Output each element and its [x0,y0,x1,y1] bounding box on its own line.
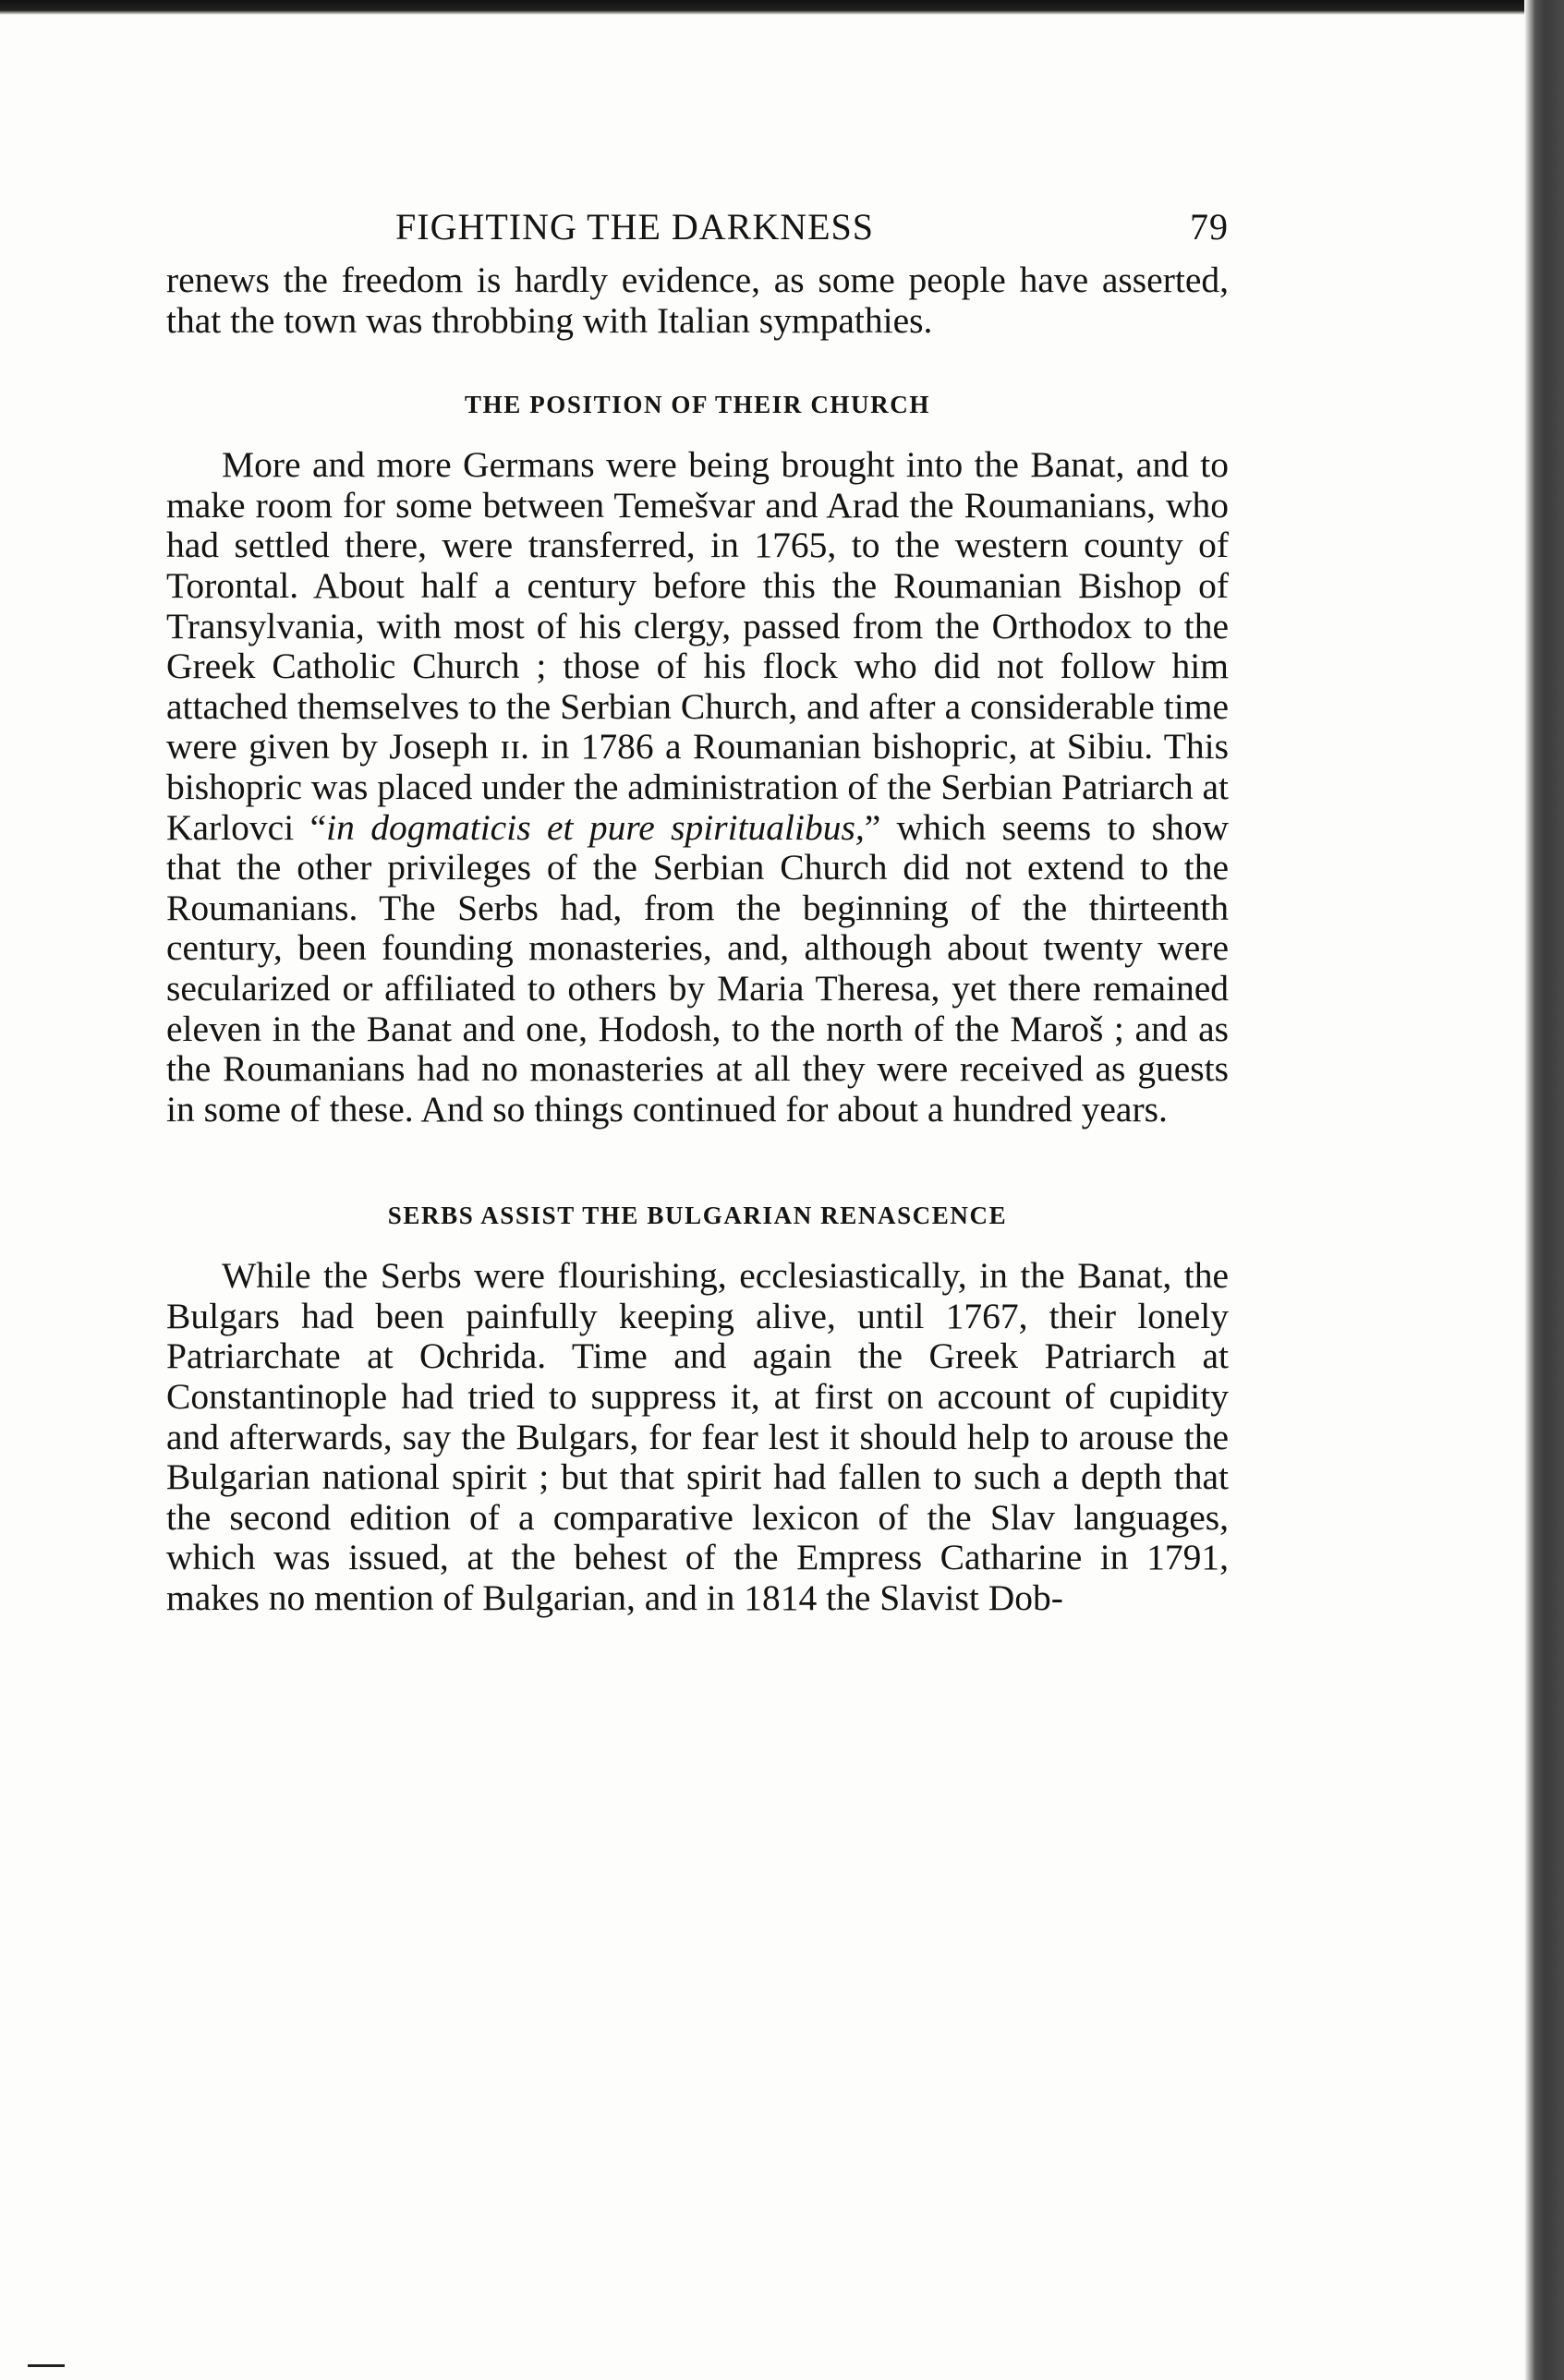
running-head [166,194,1229,249]
scan-top-edge [0,0,1524,15]
paragraph-continued: renews the freedom is hardly evidence, as some people have asserted, that the town was throbbing with Italian sympathies. [166,260,1229,341]
section-heading-bulgarian: SERBS ASSIST THE BULGARIAN RENASCENCE [387,1202,1008,1230]
church-text-part-1: More and more Germans were being brought into the Banat, and to make room for some between Temešvar and Arad the Roumanians, who had settled there, were transferred, in 1765, to the western county of Torontal. About half a century before this the Roumanian Bishop of Transylvania, with most of his clergy, passed from the Orthodox to the Greek Catholic Church ; those of his flock who did not follow him attached themselves to the Serbian Church, and after a considerable time were given by Joseph ɪɪ. in 1786 a Roumanian bishopric, at Sibiu. This bishopric was placed under the administration of the Serbian Patriarch at Karlovci “ [166,444,1229,848]
running-head-title: FIGHTING THE DARKNESS [395,206,875,248]
scan-bottom-mark [28,2364,65,2367]
book-page [166,194,1229,1619]
paragraph-church [166,445,1229,1130]
church-text-part-2: ” which seems to show that the other privileges of the Serbian Church did not extend to the Roumanians. The Serbs had, from the beginning of the thirteenth century, been founding monasteries, and, although about twenty were secularized or affiliated to others by Maria Theresa, yet there remained eleven in the Banat and one, Hodosh, to the north of the Maroš ; and as the Roumanians had no monasteries at all they were received as guests in some of these. And so things continued for about a hundred years. [166,806,1229,1130]
paragraph-bulgarian: While the Serbs were flourishing, ecclesiastically, in the Banat, the Bulgars had been painfully keeping alive, until 1767, their lonely Patriarchate at Ochrida. Time and again the Greek Patriarch at Constantinople had tried to suppress it, at first on account of cupidity and afterwards, say the Bulgars, for fear lest it should help to arouse the Bulgarian national spirit ; but that spirit had fallen to such a depth that the second edition of a comparative lexicon of the Slav languages, which was issued, at the behest of the Empress Catharine in 1791, makes no mention of Bulgarian, and in 1814 the Slavist Dob- [166,1255,1229,1619]
section-heading-church: THE POSITION OF THEIR CHURCH [465,391,930,419]
scan-right-edge [1524,0,1564,2380]
page-number: 79 [1190,206,1229,248]
latin-phrase: in dogmaticis et pure spiritualibus, [326,806,865,848]
